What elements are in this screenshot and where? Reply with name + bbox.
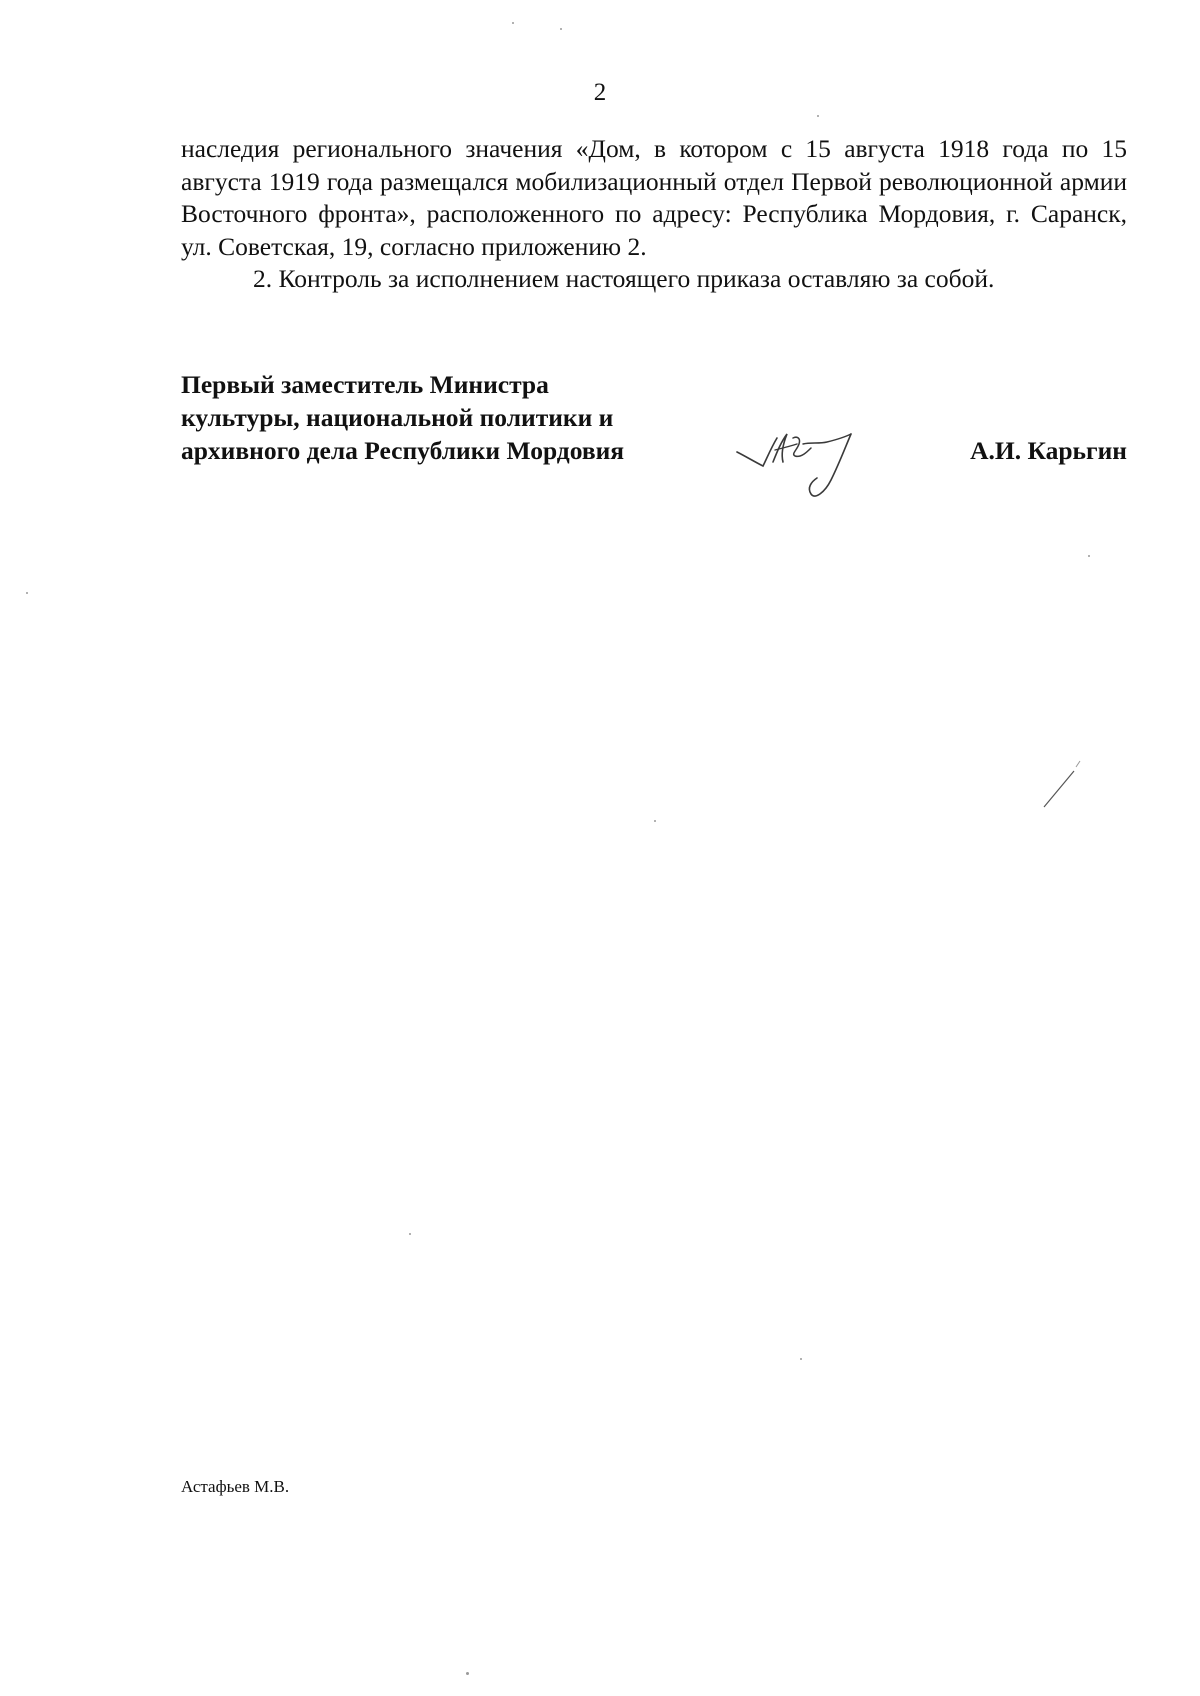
scan-speck <box>817 115 819 117</box>
signer-title-line-3: архивного дела Республики Мордовия <box>181 436 625 465</box>
document-body <box>181 133 1127 296</box>
scan-speck <box>512 22 514 24</box>
body-paragraph-control-clause: 2. Контроль за исполнением настоящего приказа оставляю за собой. <box>253 264 995 293</box>
scan-speck <box>560 28 562 30</box>
scan-speck <box>26 592 28 594</box>
handwritten-signature <box>731 408 881 508</box>
scan-speck <box>466 1672 469 1675</box>
page-number: 2 <box>593 79 607 106</box>
scan-speck <box>1088 555 1090 557</box>
scan-speck <box>654 820 656 822</box>
scan-speck <box>800 1358 802 1360</box>
signer-name: А.И. Карьгин <box>970 436 1127 465</box>
signer-title <box>181 368 624 467</box>
scan-artifact-stroke <box>1040 745 1100 815</box>
executor-name: Астафьев М.В. <box>181 1477 290 1496</box>
signature-block <box>181 368 1127 508</box>
signer-title-line-2: культуры, национальной политики и <box>181 403 614 432</box>
signer-title-line-1: Первый заместитель Министра <box>181 370 549 399</box>
scan-speck <box>409 1233 411 1235</box>
body-paragraph-continuation: наследия регионального значения «Дом, в котором с 15 августа 1918 года по 15 августа 1919 года размещался мобилизационный отдел Первой революционной армии Восточного фронта», расположенного по адресу: Республика Мордовия, г. Саранск, ул. Советская, 19, согласно приложению 2. <box>181 134 1127 261</box>
